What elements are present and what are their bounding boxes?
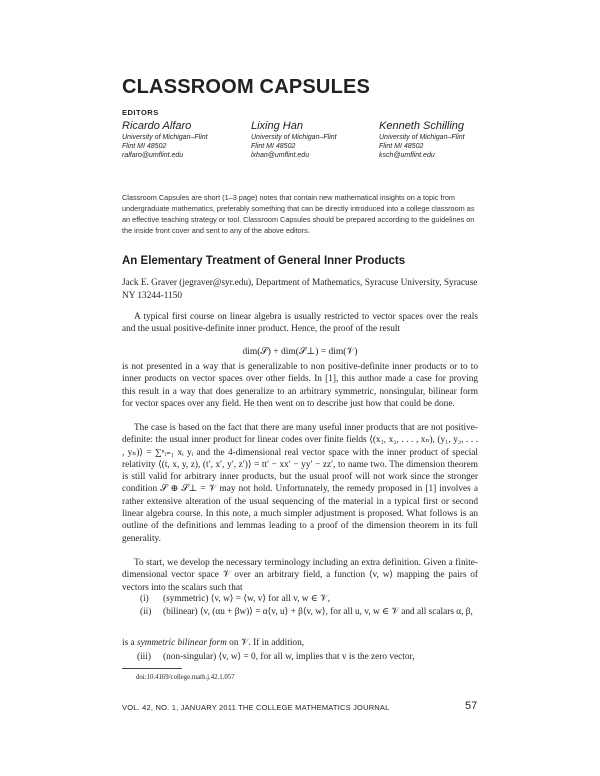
doi: doi:10.4169/college.math.j.42.1.057	[136, 674, 235, 681]
editor-column	[379, 120, 509, 160]
page-number: 57	[465, 700, 478, 712]
editor-email: ralfaro@umflint.edu	[122, 152, 184, 159]
editor-affiliation: University of Michigan–Flint	[379, 134, 465, 141]
list-item-nonsingular: (non-singular) ⟨v, w⟩ = 0, for all w, implies that v is the zero vector,	[163, 652, 415, 662]
editor-affiliation: University of Michigan–Flint	[122, 134, 208, 141]
defined-term: symmetric bilinear form	[136, 638, 227, 648]
paragraph-2: is not presented in a way that is generalizable to non positive-definite inner products or to to inner products on vector spaces over other fields. In [1], this author made a case for proving this result in a way that does generalize to an arbitrary symmetric, nonsingular, bilinear form for vector spaces over any field. He then went on to describe just how that could be done.	[122, 362, 478, 409]
editor-column	[122, 120, 252, 160]
list-item-bilinear: (bilinear) ⟨v, (αu + βw)⟩ = α⟨v, u⟩ + β⟨v, w⟩, for all u, v, w ∈ 𝒱 and all scalars α, β,	[163, 607, 473, 617]
editors-label: EDITORS	[122, 108, 159, 117]
editor-city: Flint MI 48502	[251, 143, 296, 150]
paragraph-5	[122, 637, 478, 649]
display-equation: dim(𝒮) + dim(𝒮⊥) = dim(𝒱)	[242, 347, 358, 357]
editor-column	[251, 120, 381, 160]
list-label: (ii)	[140, 607, 152, 617]
article-title: An Elementary Treatment of General Inner Products	[122, 255, 406, 267]
text-run: is a	[122, 638, 137, 648]
paragraph-4: To start, we develop the necessary terminology including an extra definition. Given a finite-dimensional vector space 𝒱 over an arbitrary field, a function ⟨v, w⟩ mapping the pairs of vectors into the scalars such that	[122, 558, 478, 593]
list-item-symmetric: (symmetric) ⟨v, w⟩ = ⟨w, v⟩ for all v, w ∈ 𝒱,	[163, 594, 331, 604]
text-run: on 𝒱. If in addition,	[226, 638, 305, 648]
journal-footer: VOL. 42, NO. 1, JANUARY 2011 THE COLLEGE MATHEMATICS JOURNAL	[122, 703, 390, 712]
list-label: (iii)	[137, 652, 151, 662]
editor-email: lxhan@umflint.edu	[251, 152, 310, 159]
paragraph-3: The case is based on the fact that there are many useful inner products that are not positive-definite: the usual inner product for linear codes over finite fields ⟨(x₁, x₂, . . . , xₙ), (y₁, y₂, . . . , yₙ)⟩ = ∑ⁿᵢ₌₁ xᵢ yᵢ and the 4-dimensional real vector space with the inner product of special relativity ⟨(t, x, y, z), (t′, x′, y′, z′)⟩ = tt′ − xx′ − yy′ − zz′, to name two. The dimension theorem is still valid for arbitrary inner products, but the usual proof will not work since the stronger condition 𝒮 ⊕ 𝒮⊥ = 𝒱 may not hold. Unfortunately, the remedy proposed in [1] involves a rather extensive alteration of the usual sequencing of the material in a typical first or second linear algebra course. In this note, a much simpler adjustment is proposed. What follows is an outline of the definitions and lemmas leading to a proof of the dimension theorem in its full generality.	[122, 423, 478, 544]
editor-email: ksch@umflint.edu	[379, 152, 435, 159]
editor-name: Kenneth Schilling	[379, 120, 465, 132]
editor-city: Flint MI 48502	[122, 143, 167, 150]
section-heading: CLASSROOM CAPSULES	[122, 76, 371, 98]
editor-affiliation: University of Michigan–Flint	[251, 134, 337, 141]
paragraph-1: A typical first course on linear algebra is usually restricted to vector spaces over the reals and the usual positive-definite inner product. Hence, the proof of the result	[122, 312, 478, 335]
author-byline: Jack E. Graver (jegraver@syr.edu), Department of Mathematics, Syracuse University, Syracuse NY 13244-1150	[122, 278, 478, 301]
list-label: (i)	[140, 594, 149, 604]
editor-city: Flint MI 48502	[379, 143, 424, 150]
editor-name: Lixing Han	[251, 120, 303, 132]
editor-name: Ricardo Alfaro	[122, 120, 192, 132]
intro-paragraph: Classroom Capsules are short (1–3 page) notes that contain new mathematical insights on a topic from undergraduate mathematics, preferably something that can be directly introduced into a college classroom as an effective teaching strategy or tool. Classroom Capsules should be prepared according to the guidelines on the inside front cover and sent to any of the above editors.	[122, 193, 475, 235]
footnote-rule	[122, 668, 182, 669]
